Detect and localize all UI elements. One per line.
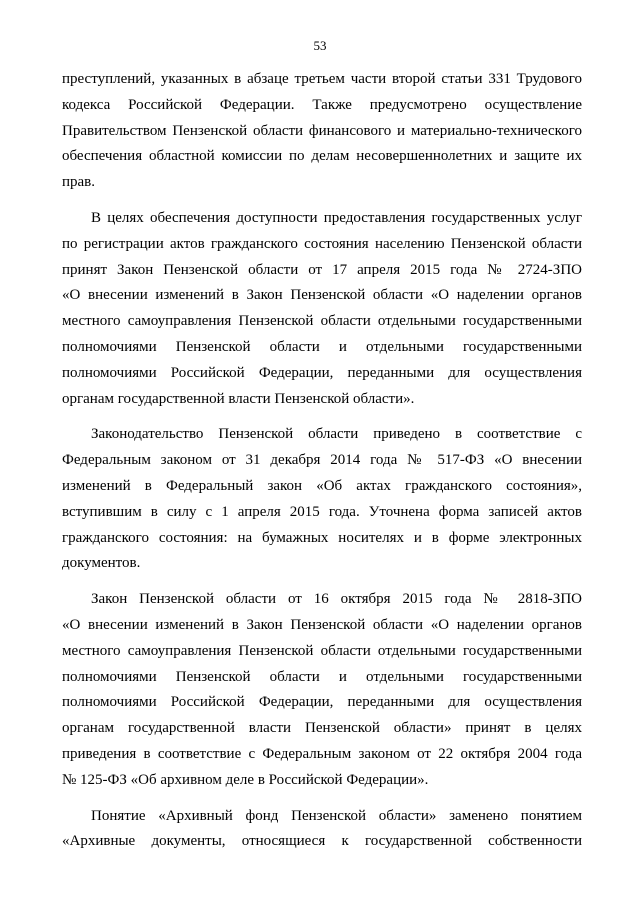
paragraph bbox=[62, 804, 582, 856]
text-line: изменений в Федеральный закон «Об актах гражданского состояния», bbox=[62, 477, 582, 494]
text-line: приведения в соответствие с Федеральным законом от 22 октября 2004 года bbox=[62, 745, 582, 762]
text-line: В целях обеспечения доступности предоставления государственных услуг bbox=[91, 209, 582, 226]
document-body bbox=[62, 67, 582, 855]
text-line: «О внесении изменений в Закон Пензенской области «О наделении органов bbox=[62, 616, 582, 633]
paragraph bbox=[62, 206, 582, 412]
text-line: Закон Пензенской области от 16 октября 2015 года № 2818-ЗПО bbox=[91, 591, 582, 608]
text-line: прав. bbox=[62, 174, 96, 191]
text-line: кодекса Российской Федерации. Также предусмотрено осуществление bbox=[62, 96, 582, 113]
text-line: обеспечения областной комиссии по делам несовершеннолетних и защите их bbox=[62, 148, 582, 165]
text-line: местного самоуправления Пензенской области отдельными государственными bbox=[62, 313, 582, 330]
text-line: вступившим в силу с 1 апреля 2015 года. Уточнена форма записей актов bbox=[62, 503, 582, 520]
text-line: полномочиями Пензенской области и отдельными государственными bbox=[62, 338, 582, 355]
text-line: полномочиями Российской Федерации, переданными для осуществления bbox=[62, 364, 582, 381]
text-line: принят Закон Пензенской области от 17 апреля 2015 года № 2724-ЗПО bbox=[62, 261, 582, 278]
paragraph bbox=[62, 67, 582, 196]
text-line: № 125-ФЗ «Об архивном деле в Российской Федерации». bbox=[62, 771, 429, 788]
text-line: Федеральным законом от 31 декабря 2014 года № 517-ФЗ «О внесении bbox=[62, 452, 582, 469]
text-line: Правительством Пензенской области финансового и материально-технического bbox=[62, 122, 582, 139]
paragraph bbox=[62, 422, 582, 577]
text-line: «О внесении изменений в Закон Пензенской области «О наделении органов bbox=[62, 287, 582, 304]
text-line: Понятие «Архивный фонд Пензенской области» заменено понятием bbox=[91, 807, 582, 824]
text-line: документов. bbox=[62, 555, 141, 572]
text-line: преступлений, указанных в абзаце третьем части второй статьи 331 Трудового bbox=[62, 71, 582, 87]
page-number: 53 bbox=[313, 38, 327, 53]
paragraph bbox=[62, 587, 582, 793]
text-line: органам государственной власти Пензенской области». bbox=[62, 390, 415, 407]
text-line: Законодательство Пензенской области приведено в соответствие с bbox=[91, 426, 582, 443]
text-line: местного самоуправления Пензенской области отдельными государственными bbox=[62, 642, 582, 659]
text-line: полномочиями Пензенской области и отдельными государственными bbox=[62, 668, 582, 685]
text-line: «Архивные документы, относящиеся к государственной собственности bbox=[62, 833, 582, 850]
text-line: органам государственной власти Пензенской области» принят в целях bbox=[62, 720, 582, 737]
text-line: по регистрации актов гражданского состояния населению Пензенской области bbox=[62, 235, 582, 252]
text-line: гражданского состояния: на бумажных носителях и в форме электронных bbox=[62, 529, 582, 546]
text-line: полномочиями Российской Федерации, переданными для осуществления bbox=[62, 694, 582, 711]
